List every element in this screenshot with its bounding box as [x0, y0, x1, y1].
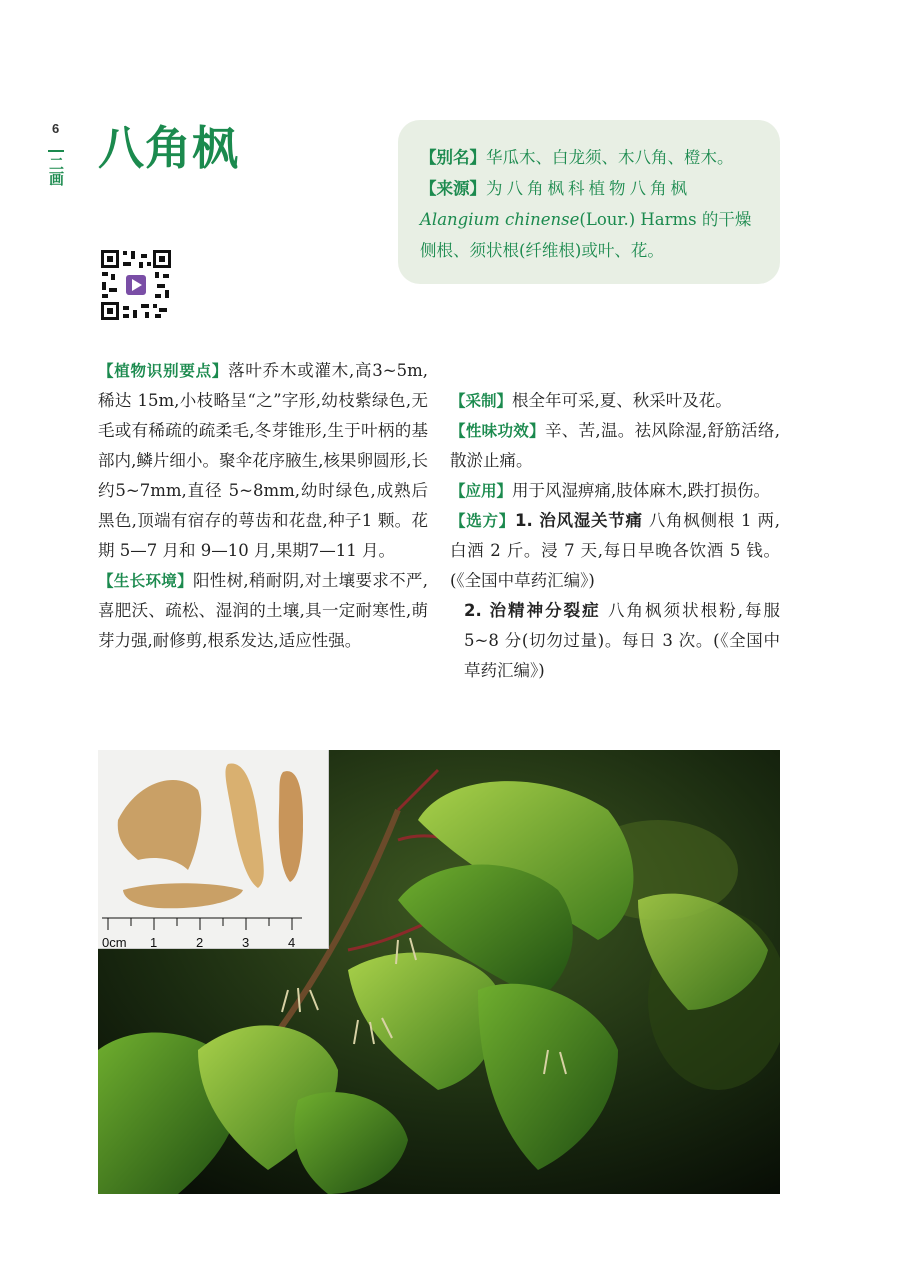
property-paragraph: [450, 416, 780, 476]
usage-text: 用于风湿痹痛,肢体麻木,跌打损伤。: [512, 481, 771, 500]
property-text: 辛、苦,温。祛风除湿,舒筋活络,散淤止痛。: [450, 421, 780, 470]
alias-text: 华瓜木、白龙须、木八角、橙木。: [486, 148, 734, 167]
left-column: [98, 356, 428, 686]
alias-line: [420, 142, 758, 173]
identification-paragraph: [98, 356, 428, 566]
identification-tag: 【植物识别要点】: [98, 362, 229, 380]
source-text-2: (Lour.) Harms 的干燥侧根、须状根(纤维根)或叶、花。: [420, 210, 752, 260]
recipe2-title: 2. 治精神分裂症: [464, 601, 601, 620]
chapter-rule: [48, 150, 64, 152]
ruler-labels: [102, 935, 302, 951]
identification-text: 落叶乔木或灌木,高3~5m,稀达 15m,小枝略呈“之”字形,幼枝紫绿色,无毛或有稀疏的疏柔毛,冬芽锥形,生于叶柄的基部内,鳞片细小。聚伞花序腋生,核果卵圆形,长约5~7mm,直径 5~8mm,幼时绿色,成熟后黑色,顶端有宿存的萼齿和花盘,种子1 颗。花期 5—7 月和 9—10 月,果期7—11 月。: [98, 361, 428, 560]
ruler-ticks: [102, 917, 302, 931]
page-title: 八角枫: [98, 121, 239, 175]
scale-ruler: [102, 916, 302, 950]
body-columns: [98, 356, 780, 686]
chapter-tab: [45, 150, 67, 190]
info-box: [398, 120, 780, 284]
usage-paragraph: [450, 476, 780, 506]
usage-tag: 【应用】: [450, 482, 513, 500]
source-line: [420, 173, 758, 266]
source-text-1: 为八角枫科植物八角枫: [486, 179, 691, 198]
alias-tag: 【别名】: [420, 148, 486, 167]
recipe1-title: 1. 治风湿关节痛: [515, 511, 643, 530]
ruler-label-3: 3: [242, 935, 250, 950]
harvest-text: 根全年可采,夏、秋采叶及花。: [512, 391, 732, 410]
recipe-tag: 【选方】: [450, 512, 516, 530]
qr-code: [99, 248, 173, 322]
environment-paragraph: [98, 566, 428, 656]
recipe-paragraph-2: [450, 596, 780, 686]
recipe-paragraph-1: [450, 506, 780, 596]
recipe1-text: 八角枫侧根 1 两,白酒 2 斤。浸 7 天,每日早晚各饮酒 5 钱。(《全国中草药汇编》): [450, 511, 780, 590]
ruler-label-0: 0cm: [102, 935, 127, 950]
source-tag: 【来源】: [420, 179, 486, 198]
page-number: 6: [52, 121, 60, 136]
herb-inset: [98, 750, 329, 949]
environment-tag: 【生长环境】: [98, 572, 193, 590]
ruler-label-2: 2: [196, 935, 204, 950]
right-column: [450, 356, 780, 686]
property-tag: 【性味功效】: [450, 422, 545, 440]
harvest-paragraph: [450, 386, 780, 416]
harvest-tag: 【采制】: [450, 392, 513, 410]
ruler-label-4: 4: [288, 935, 296, 950]
chapter-label: 二画: [47, 156, 65, 186]
recipe2-text: 八角枫须状根粉,每服 5~8 分(切勿过量)。每日 3 次。(《全国中草药汇编》): [464, 601, 780, 680]
ruler-label-1: 1: [150, 935, 158, 950]
source-latin: Alangium chinense: [420, 210, 580, 229]
environment-text: 阳性树,稍耐阴,对土壤要求不严,喜肥沃、疏松、湿润的土壤,具一定耐寒性,萌芽力强,耐修剪,根系发达,适应性强。: [98, 571, 428, 650]
